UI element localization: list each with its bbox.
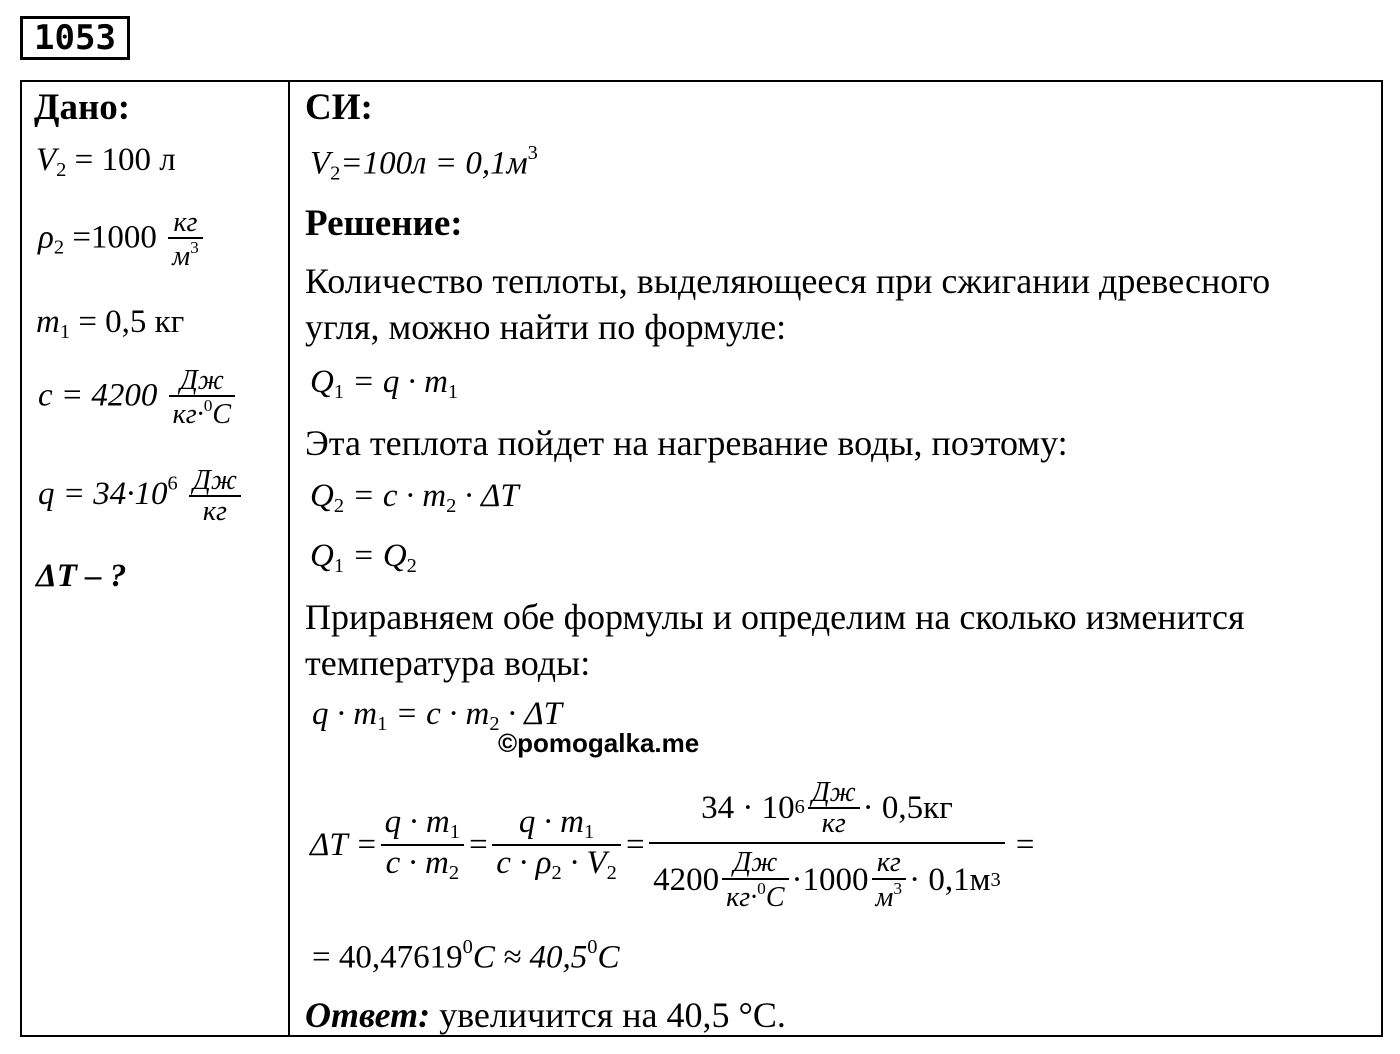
equation-q1-q2: $Q_1 = Q_2$ — [310, 538, 417, 578]
equation-delta-t: ΔT = $\frac{q \cdot m_1}{c \cdot m_2}$ = $\frac{q \cdot m_1}{c \cdot \rho_2 \cdot V_2}$ = 34 · 10 6 $\frac{Дж}{кг}$ · 0,5кг 4200 $\frac{Дж}{кг\cdot^0C}$ ·1000 $\frac{кг}{м^3}$ · 0,1м 3 = — [310, 776, 1036, 913]
solution-para2: Эта теплота пойдет на нагревание воды, поэтому: — [305, 423, 1068, 463]
delta-t-lhs: ΔT = — [310, 826, 378, 863]
si-conversion: $V_2=100л = 0,1м^3$ — [310, 142, 538, 185]
equation-balance: $q \cdot m_1 = c \cdot m_2 \cdot \Delta T$ — [312, 696, 563, 736]
si-header: СИ: — [305, 87, 373, 128]
problem-number: 1053 — [20, 16, 130, 60]
watermark: ©pomogalka.me — [498, 728, 700, 758]
given-rho2: $\rho_2 =1000$ $\frac{кг}{м^3}$ — [38, 208, 206, 272]
equation-result: = $40,47619^0C \approx 40,5^0C$ — [312, 936, 620, 976]
given-m1: $m_1 = 0,5$ кг — [36, 304, 185, 344]
fraction-1: $\frac{q \cdot m_1}{c \cdot m_2}$ — [381, 805, 464, 884]
solution-para3-line2: температура воды: — [305, 643, 591, 683]
solution-para1-line2: угля, можно найти по формуле: — [305, 307, 787, 347]
solution-para3-line1: Приравняем обе формулы и определим на сколько изменится — [305, 597, 1245, 637]
answer — [305, 994, 786, 1036]
solution-para1-line1: Количество теплоты, выделяющееся при сжигании древесного — [305, 261, 1271, 301]
given-v2: $V_2 = 100$ л — [36, 142, 176, 182]
answer-text: увеличится на 40,5 °C. — [430, 995, 786, 1035]
fraction-numeric: 34 · 10 6 $\frac{Дж}{кг}$ · 0,5кг 4200 $\frac{Дж}{кг\cdot^0C}$ ·1000 $\frac{кг}{м^3}$ · 0,1м 3 — [649, 778, 1005, 913]
equation-q1: $Q_1 = q \cdot m_1$ — [310, 364, 459, 404]
fraction-2: $\frac{q \cdot m_1}{c \cdot \rho_2 \cdot V_2}$ — [492, 805, 621, 884]
column-divider — [288, 80, 290, 1037]
equation-q2: $Q_2 = c \cdot m_2 \cdot \Delta T$ — [310, 478, 519, 518]
solution-header: Решение: — [305, 203, 463, 244]
given-header: Дано: — [34, 87, 131, 128]
given-find: ΔT – ? — [36, 558, 127, 594]
answer-label: Ответ: — [305, 995, 431, 1035]
given-c: c = 4200 $\frac{Дж}{кг\cdot^0C}$ — [38, 366, 238, 430]
given-q: $q = 34\cdot 10^6$ $\frac{Дж}{кг}$ — [38, 466, 244, 527]
